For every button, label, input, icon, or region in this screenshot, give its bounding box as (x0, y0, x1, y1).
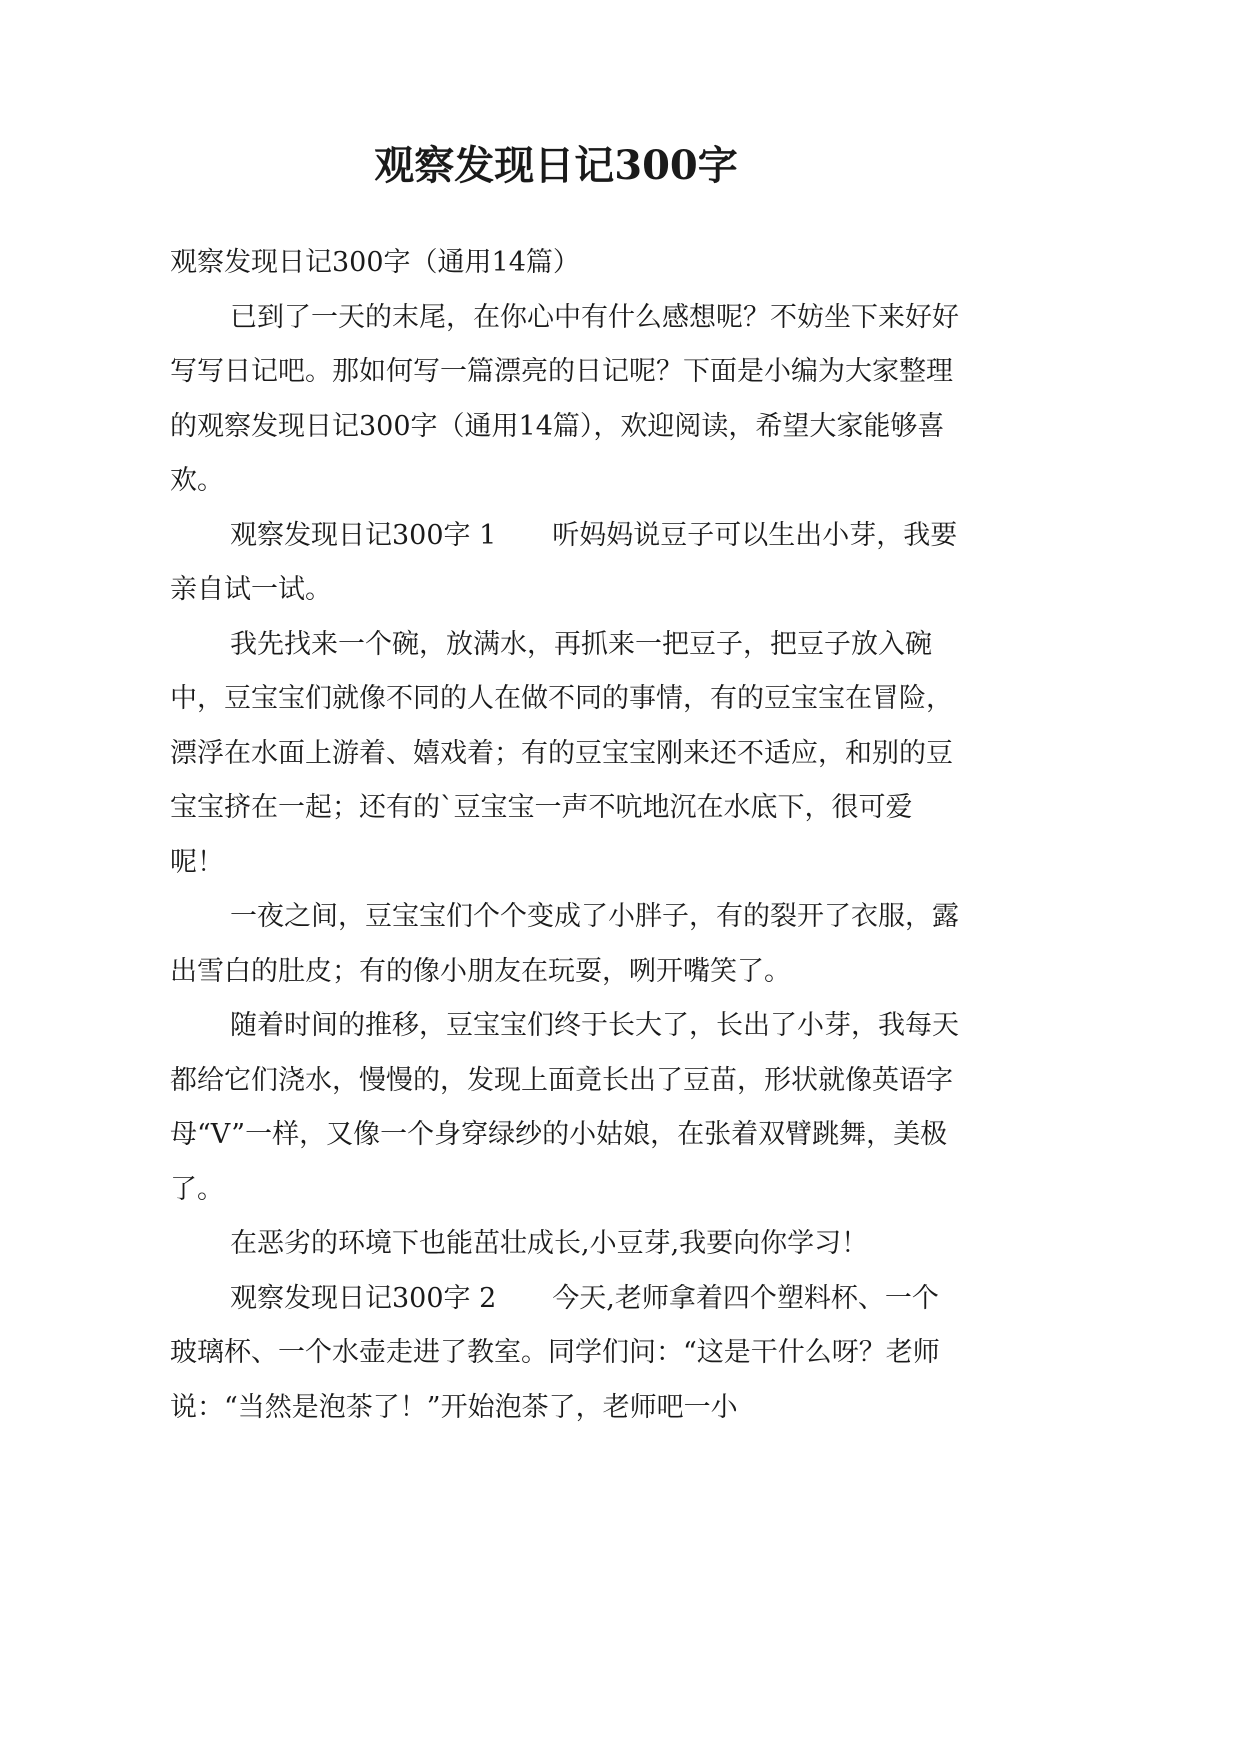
entry-1-paragraph-3: 一夜之间，豆宝宝们个个变成了小胖子，有的裂开了衣服，露出雪白的肚皮；有的像小朋友在玩耍，咧开嘴笑了。 (170, 901, 959, 987)
entry-2-first-paragraph (170, 1272, 960, 1436)
entry-2-text: 今天,老师拿着四个塑料杯、一个玻璃杯、一个水壶走进了教室。同学们问：“这是干什么呀？老师说：“当然是泡茶了！”开始泡茶了，老师吧一小 (170, 1282, 940, 1423)
subtitle-line: 观察发现日记300字（通用14篇） (170, 247, 580, 278)
entry-1-paragraph-5: 在恶劣的环境下也能茁壮成长,小豆芽,我要向你学习！ (230, 1228, 869, 1259)
entry-1-first-paragraph (170, 509, 960, 618)
intro-paragraph: 已到了一天的末尾，在你心中有什么感想呢？不妨坐下来好好写写日记吧。那如何写一篇漂亮的日记呢？下面是小编为大家整理的观察发现日记300字（通用14篇），欢迎阅读，希望大家能够喜欢。 (170, 301, 959, 496)
document-body (170, 236, 960, 1435)
entry-2-heading: 观察发现日记300字 2 (230, 1282, 497, 1314)
entry-1-paragraph-2: 我先找来一个碗，放满水，再抓来一把豆子，把豆子放入碗中，豆宝宝们就像不同的人在做不同的事情，有的豆宝宝在冒险，漂浮在水面上游着、嬉戏着；有的豆宝宝刚来还不适应，和别的豆宝宝挤在一起；还有的`豆宝宝一声不吭地沉在水底下，很可爱呢！ (170, 628, 953, 878)
document-title: 观察发现日记300字 (374, 142, 738, 189)
entry-1-paragraph-4: 随着时间的推移，豆宝宝们终于长大了，长出了小芽，我每天都给它们浇水，慢慢的，发现上面竟长出了豆苗，形状就像英语字母“V”一样，又像一个身穿绿纱的小姑娘，在张着双臂跳舞，美极了。 (170, 1010, 959, 1205)
entry-1-text: 听妈妈说豆子可以生出小芽，我要亲自试一试。 (170, 519, 958, 605)
entry-1-heading: 观察发现日记300字 1 (230, 519, 497, 551)
